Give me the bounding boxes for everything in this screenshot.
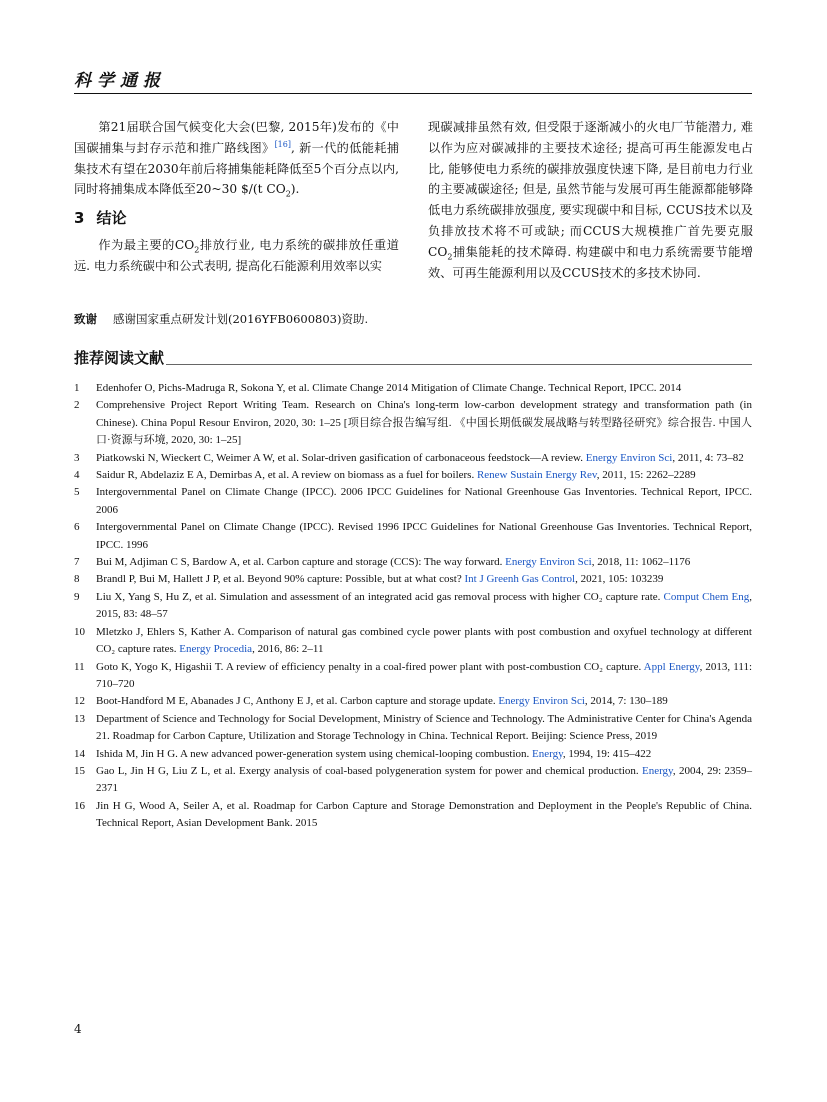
journal-link[interactable]: Energy Environ Sci [498, 695, 585, 708]
reference-item: 6 Intergovernmental Panel on Climate Change (IPCC). Revised 1996 IPCC Guidelines for National Greenhouse Gas Inventories. Technical Report, IPCC. 1996 [74, 521, 752, 551]
journal-link[interactable]: Int J Greenh Gas Control [464, 573, 576, 586]
section-heading-conclusion: 3 结论 [74, 209, 127, 228]
reference-item: 9 Liu X, Yang S, Hu Z, et al. Simulation and assessment of an integrated acid gas removal process with higher CO₂ capture rate. Comput Chem Eng, 2015, 83: 48–57 [74, 590, 752, 621]
acknowledgement-label: 致谢 [74, 312, 97, 326]
left-column [74, 117, 399, 277]
reference-item: 10 Mletzko J, Ehlers S, Kather A. Comparison of natural gas combined cycle power plants with post combustion and oxyfuel technology at different CO₂ capture rates. Energy Procedia, 2016, 86: 2–11 [74, 625, 752, 656]
journal-link[interactable]: Energy Procedia [179, 643, 253, 656]
reference-item: 11 Goto K, Yogo K, Higashii T. A review of efficiency penalty in a coal-fired power plant with post-combustion CO₂ capture. Appl Energy, 2013, 111: 710–720 [74, 660, 752, 690]
journal-link[interactable]: Energy Environ Sci [585, 451, 673, 464]
references-heading: 推荐阅读文献 [74, 348, 752, 368]
heading-rule [166, 364, 752, 365]
right-column [428, 117, 753, 283]
page-number: 4 [74, 1022, 82, 1036]
reference-item: 15 Gao L, Jin H G, Liu Z L, et al. Exergy analysis of coal-based polygeneration system for power and chemical production. Energy, 2004, 29: 2359–2371 [74, 764, 752, 795]
journal-link[interactable]: Energy Environ Sci [505, 556, 592, 569]
reference-item: 7 Bui M, Adjiman C S, Bardow A, et al. Carbon capture and storage (CCS): The way forward. Energy Environ Sci, 2018, 11: 1062–1176 [74, 556, 691, 569]
reference-item: 12 Boot-Handford M E, Abanades J C, Anthony E J, et al. Carbon capture and storage update. Energy Environ Sci, 2014, 7: 130–189 [74, 695, 668, 708]
reference-item: 13 Department of Science and Technology for Social Development, Ministry of Science and Technology. The Administrative Center for China's Agenda 21. Roadmap for Carbon Capture, Utilization and Storage Technology in China. Technical Report. Beijing: Science Press, 2019 [74, 712, 752, 743]
acknowledgement [74, 311, 368, 327]
acknowledgement-text: 感谢国家重点研发计划(2016YFB0600803)资助. [113, 312, 369, 326]
journal-link[interactable]: Energy [641, 764, 673, 777]
paragraph-conclusion: 作为最主要的$CO_2$排放行业, 电力系统的碳排放任重道远. 电力系统碳中和公式表明, 提高化石能源利用效率以实 [74, 237, 399, 273]
journal-link[interactable]: Energy [532, 747, 563, 760]
paragraph-conclusion-continued: 现碳减排虽然有效, 但受限于逐渐减小的火电厂节能潜力, 难以作为应对碳减排的主要技术途径; 提高可再生能源发电占比, 能够使电力系统的碳排放强度快速下降, 是目前电力行业的主要减碳途径; 但是, 虽然节能与发展可再生能源都能够降低电力系统碳排放强度, 要实现碳中和目标, CCUS技术以及负排放技术将不可或缺; 而CCUS大规模推广首先要克服$CO_2$捕集能耗的技术障碍. 构建碳中和电力系统需要节能增效、可再生能源利用以及CCUS技术的多技术协同. [428, 120, 753, 280]
reference-item: 8 Brandl P, Bui M, Hallett J P, et al. Beyond 90% capture: Possible, but at what cost? Int J Greenh Gas Control, 2021, 105: 103239 [74, 573, 664, 586]
reference-item: 14 Ishida M, Jin H G. A new advanced power-generation system using chemical-looping combustion. Energy, 1994, 19: 415–422 [74, 747, 652, 760]
journal-link[interactable]: Appl Energy [643, 660, 700, 673]
journal-logo: 科学通报 [74, 71, 166, 91]
journal-link[interactable]: Renew Sustain Energy Rev [476, 469, 597, 482]
paragraph-roadmap: 第21届联合国气候变化大会(巴黎, 2015年)发布的《中国碳捕集与封存示范和推广路线图》[16], 新一代的低能耗捕集技术有望在2030年前后将捕集能耗降低至5个百分点以内, 同时将捕集成本降低至20~30 $/(t $CO_2$). [74, 120, 400, 199]
reference-item: 3 Piatkowski N, Wieckert C, Weimer A W, et al. Solar-driven gasification of carbonaceous feedstock—A review. Energy Environ Sci, 2011, 4: 73–82 [74, 451, 744, 464]
reference-item: 1 Edenhofer O, Pichs-Madruga R, Sokona Y, et al. Climate Change 2014 Mitigation of Climate Change. Technical Report, IPCC. 2014 [74, 382, 682, 394]
reference-item: 5 Intergovernmental Panel on Climate Change (IPCC). 2006 IPCC Guidelines for National Greenhouse Gas Inventories. Technical Report, IPCC. 2006 [74, 486, 752, 516]
reference-item: 16 Jin H G, Wood A, Seiler A, et al. Roadmap for Carbon Capture and Storage Demonstration and Deployment in the People's Republic of China. Technical Report, Asian Development Bank. 2015 [74, 799, 752, 830]
header-rule [74, 93, 752, 94]
reference-item: 4 Saidur R, Abdelaziz E A, Demirbas A, et al. A review on biomass as a fuel for boilers. Renew Sustain Energy Rev, 2011, 15: 2262–2289 [74, 469, 696, 482]
citation-link-16[interactable]: [16] [274, 139, 291, 149]
journal-link[interactable]: Comput Chem Eng [663, 590, 750, 603]
reference-item: 2 Comprehensive Project Report Writing Team. Research on China's long-term low-carbon development strategy and transformation path (in Chinese). China Popul Resour Environ, 2020, 30: 1–25 [项目综合报告编写组. 《中国长期低碳发展战略与转型路径研究》综合报告. 中国人口·资源与环境, 2020, 30: 1–25] [74, 399, 752, 447]
reference-list [74, 380, 752, 833]
